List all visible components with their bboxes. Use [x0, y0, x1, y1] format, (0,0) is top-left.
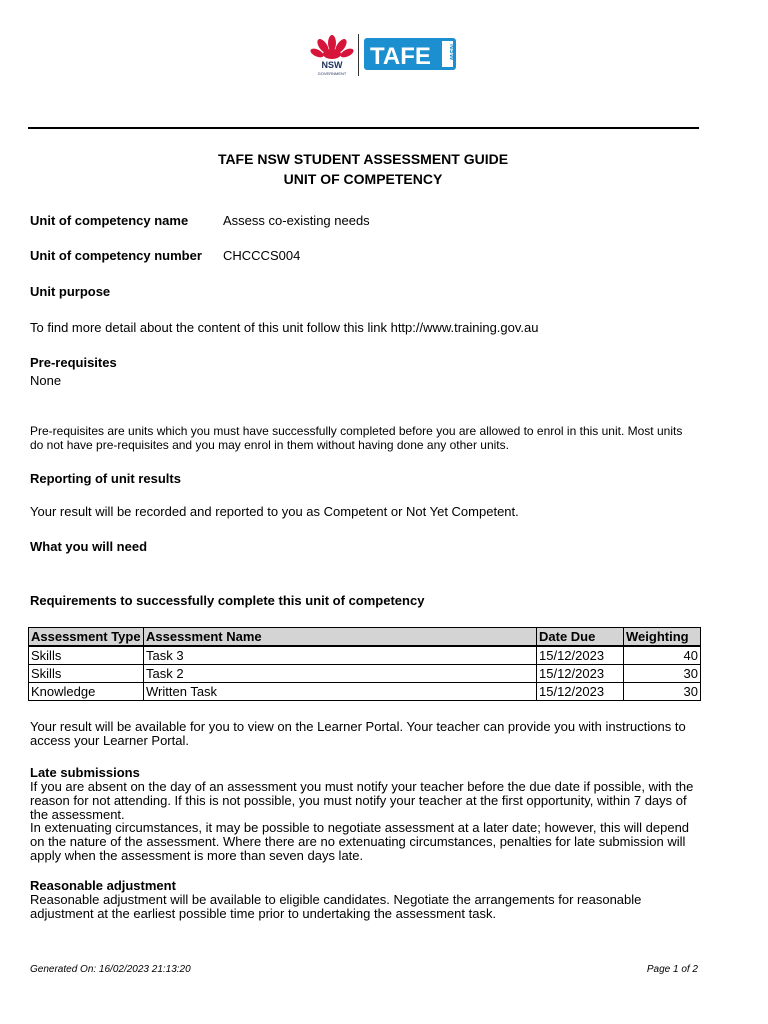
page-subtitle: UNIT OF COMPETENCY: [283, 171, 443, 187]
table-row: [29, 665, 701, 683]
reasonable-adjustment-line1: Reasonable adjustment will be available to eligible candidates. Negotiate the arrangements for reasonable: [30, 892, 642, 907]
reporting-heading: Reporting of unit results: [30, 471, 181, 486]
weighting-cell: 30: [624, 665, 701, 683]
portal-text-line2: access your Learner Portal.: [30, 733, 189, 748]
nsw-logo-text: NSW: [321, 60, 343, 70]
tafe-logo-text: TAFE: [370, 43, 431, 70]
header-rule: [28, 127, 699, 129]
header-assessment-type: Assessment Type: [29, 628, 144, 647]
weighting-cell: 30: [624, 683, 701, 701]
date-due-cell: 15/12/2023: [537, 665, 624, 683]
prerequisites-note-line1: Pre-requisites are units which you must have successfully completed before you are allowed to enrol in this unit. Most units: [30, 424, 683, 438]
page-number-footer: Page 1 of 2: [646, 964, 698, 975]
reporting-text: Your result will be recorded and reported to you as Competent or Not Yet Competent.: [30, 504, 519, 519]
requirements-heading: Requirements to successfully complete this unit of competency: [30, 593, 425, 608]
late-submissions-line: apply when the assessment is more than seven days late.: [30, 848, 364, 863]
unit-number-label: Unit of competency number: [30, 248, 202, 263]
table-row: [29, 646, 701, 665]
unit-name-label: Unit of competency name: [30, 213, 189, 228]
date-due-cell: 15/12/2023: [537, 646, 624, 665]
prerequisites-heading: Pre-requisites: [30, 355, 117, 370]
assessment-name-cell: Task 2: [144, 665, 537, 683]
reasonable-adjustment-heading: Reasonable adjustment: [30, 878, 176, 893]
generated-on-footer: Generated On: 16/02/2023 21:13:20: [30, 964, 191, 975]
unit-purpose-text: To find more detail about the content of this unit follow this link http://www.training.gov.au: [30, 320, 539, 335]
date-due-cell: 15/12/2023: [537, 683, 624, 701]
assessment-type-cell: Knowledge: [29, 683, 144, 701]
late-submissions-line: the assessment.: [30, 807, 125, 822]
reasonable-adjustment-line2: adjustment at the earliest possible time prior to undertaking the assessment task.: [30, 906, 497, 921]
table-header-row: [29, 628, 701, 647]
weighting-cell: 40: [624, 646, 701, 665]
header-weighting: Weighting: [624, 628, 701, 647]
table-row: [29, 683, 701, 701]
tafe-nsw-logo: [364, 38, 456, 70]
portal-text-line1: Your result will be available for you to view on the Learner Portal. Your teacher can provide you with instructions to: [30, 719, 686, 734]
late-submissions-line: If you are absent on the day of an assessment you must notify your teacher before the due date if possible, with the: [30, 779, 694, 794]
late-submissions-line: reason for not attending. If this is not possible, you must notify your teacher at the first opportunity, within 7 days of: [30, 793, 687, 808]
what-you-need-heading: What you will need: [30, 539, 148, 554]
page-title: TAFE NSW STUDENT ASSESSMENT GUIDE: [217, 151, 509, 167]
nsw-logo-subtext: GOVERNMENT: [317, 71, 347, 76]
late-submissions-heading: Late submissions: [30, 765, 140, 780]
assessment-name-cell: Task 3: [144, 646, 537, 665]
late-submissions-line: In extenuating circumstances, it may be possible to negotiate assessment at a later date; however, this will depend: [30, 820, 690, 835]
tafe-logo-subtext: NSW: [448, 44, 455, 61]
header-assessment-name: Assessment Name: [144, 628, 537, 647]
nsw-government-logo: [308, 34, 356, 78]
late-submissions-line: on the nature of the assessment. Where there are no extenuating circumstances, penalties for late submission will: [30, 834, 686, 849]
unit-purpose-heading: Unit purpose: [30, 284, 111, 299]
logo-divider: [358, 34, 359, 76]
unit-number-value: CHCCCS004: [223, 248, 301, 263]
header-date-due: Date Due: [537, 628, 624, 647]
assessment-type-cell: Skills: [29, 646, 144, 665]
prerequisites-value: None: [30, 373, 62, 388]
unit-name-value: Assess co-existing needs: [223, 213, 370, 228]
prerequisites-note-line2: do not have pre-requisites and you may enrol in them without having done any other units.: [30, 438, 509, 452]
assessment-type-cell: Skills: [29, 665, 144, 683]
assessment-name-cell: Written Task: [144, 683, 537, 701]
assessment-table: [28, 627, 701, 701]
